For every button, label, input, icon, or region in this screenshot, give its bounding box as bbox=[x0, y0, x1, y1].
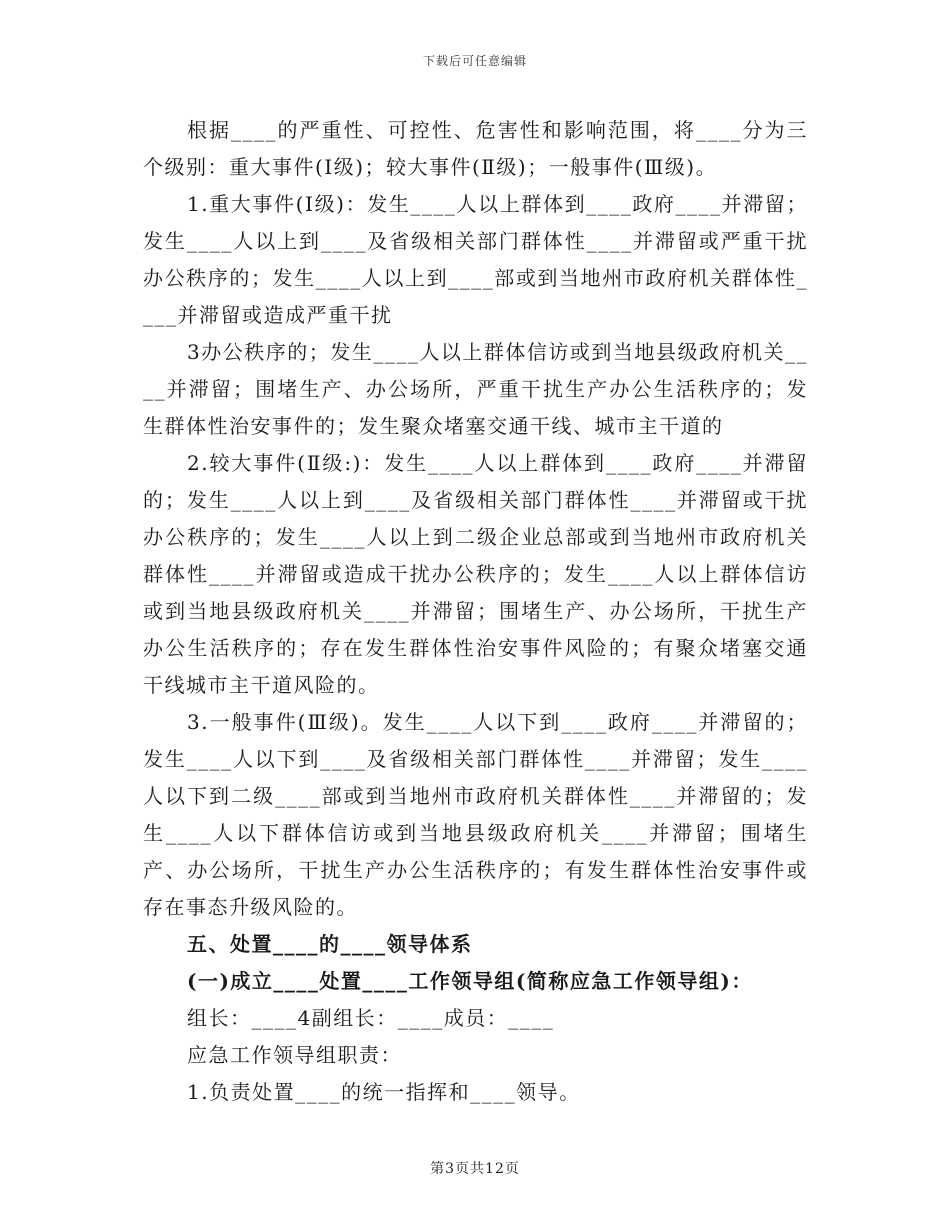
members-line: 组长：____4副组长：____成员：____ bbox=[187, 1006, 555, 1030]
level2-paragraph: 2.较大事件(Ⅱ级:)：发生____人以上群体到____政府____并滞留的；发生____人以上到____及省级相关部门群体性____并滞留或干扰办公秩序的；发生____人以上到二级企业总部或到当地州市政府机关群体性____并滞留或造成干扰办公秩序的；发生____人以上群体信访或到当地县级政府机关____并滞留；围堵生产、办公场所，干扰生产办公生活秩序的；存在发生群体性治安事件风险的；有聚众堵塞交通干线城市主干道风险的。 bbox=[143, 451, 808, 697]
page-header-note: 下载后可任意编辑 bbox=[422, 54, 527, 68]
level1-continuation-paragraph: 3办公秩序的；发生____人以上群体信访或到当地县级政府机关____并滞留；围堵生产、办公场所，严重干扰生产办公生活秩序的；发生群体性治安事件的；发生聚众堵塞交通干线、城市主干道的 bbox=[143, 340, 808, 438]
subsection1-heading: (一)成立____处置____工作领导组(简称应急工作领导组)： bbox=[187, 969, 753, 993]
intro-paragraph: 根据____的严重性、可控性、危害性和影响范围，将____分为三个级别：重大事件(Ⅰ级)；较大事件(Ⅱ级)；一般事件(Ⅲ级)。 bbox=[143, 118, 808, 179]
duty-item-1: 1.负责处置____的统一指挥和____领导。 bbox=[187, 1080, 581, 1104]
document-body bbox=[143, 112, 808, 1111]
page-number-footer: 第3页共12页 bbox=[430, 1161, 520, 1177]
section5-heading: 五、处置____的____领导体系 bbox=[187, 932, 473, 956]
level1-paragraph: 1.重大事件(Ⅰ级)：发生____人以上群体到____政府____并滞留；发生____人以上到____及省级相关部门群体性____并滞留或严重干扰办公秩序的；发生____人以上到____部或到当地州市政府机关群体性____并滞留或造成严重干扰 bbox=[143, 192, 808, 327]
duties-heading: 应急工作领导组职责： bbox=[187, 1043, 402, 1067]
level3-paragraph: 3.一般事件(Ⅲ级)。发生____人以下到____政府____并滞留的；发生____人以下到____及省级相关部门群体性____并滞留；发生____人以下到二级____部或到当地州市政府机关群体性____并滞留的；发生____人以下群体信访或到当地县级政府机关____并滞留；围堵生产、办公场所，干扰生产办公生活秩序的；有发生群体性治安事件或存在事态升级风险的。 bbox=[143, 710, 808, 919]
